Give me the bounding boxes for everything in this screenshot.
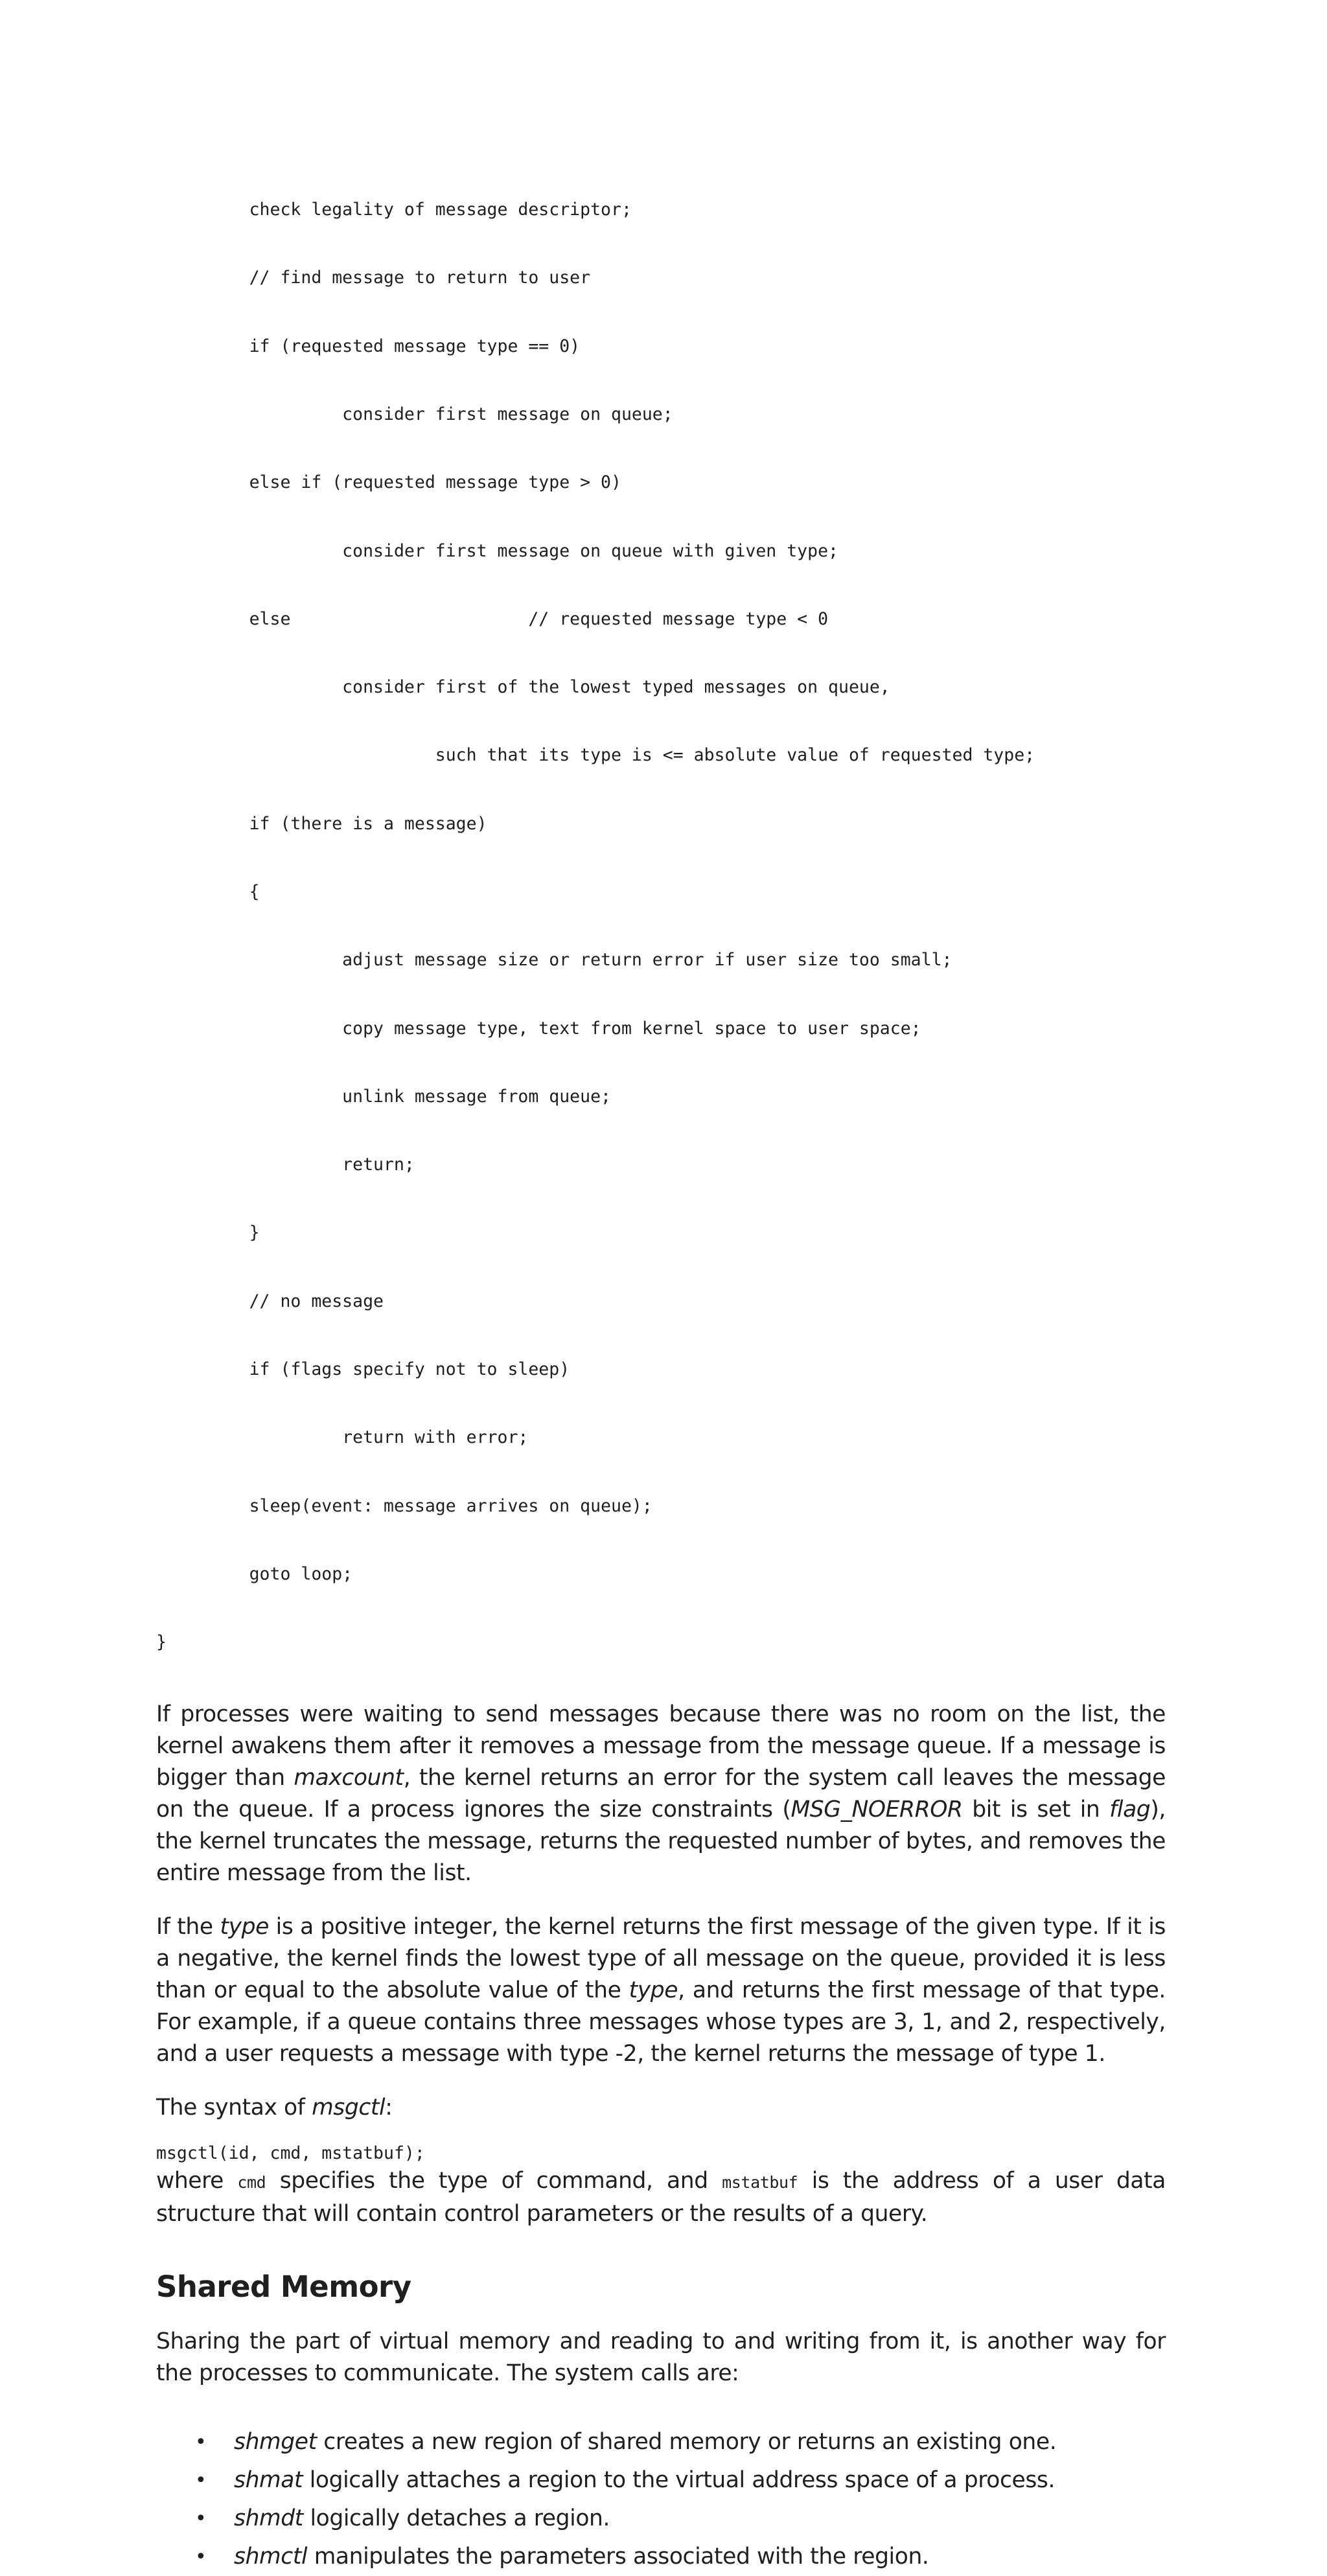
text-run: If processes were waiting to send messages because there was no room on the list, the kernel awakens them after it removes a message from the message queue. If a message is bigger than bbox=[156, 1701, 1166, 1791]
system-calls-list bbox=[156, 2423, 1166, 2576]
term-type: type bbox=[629, 1977, 678, 2004]
code-line: if (requested message type == 0) bbox=[156, 336, 581, 356]
code-line: else if (requested message type > 0) bbox=[156, 472, 621, 493]
term-type: type bbox=[220, 1914, 269, 1940]
text-run: bit is set in bbox=[962, 1797, 1110, 1823]
code-line: if (flags specify not to sleep) bbox=[156, 1359, 570, 1379]
paragraph-message-queue-wakeup bbox=[156, 1699, 1166, 1889]
code-line: { bbox=[156, 882, 260, 902]
code-line: consider first message on queue; bbox=[156, 404, 673, 425]
list-item bbox=[156, 2423, 1166, 2461]
code-line: consider first of the lowest typed messages on queue, bbox=[156, 677, 890, 698]
bullet-icon: • bbox=[195, 2546, 207, 2569]
call-name: shmctl bbox=[234, 2544, 308, 2570]
code-line: // no message bbox=[156, 1291, 384, 1311]
bullet-icon: • bbox=[195, 2507, 207, 2531]
code-line: // find message to return to user bbox=[156, 268, 591, 288]
code-line: return; bbox=[156, 1155, 415, 1175]
section-heading-shared-memory: Shared Memory bbox=[156, 2270, 411, 2305]
code-line: } bbox=[156, 1632, 167, 1653]
algorithm-code-block bbox=[156, 153, 1166, 1699]
code-cmd: cmd bbox=[237, 2173, 266, 2192]
paragraph-message-type bbox=[156, 1911, 1166, 2070]
text-run: , and returns the first message of that type. For example, if a queue contains three messages whose types are 3, 1, and 2, respectively, and a user requests a message with type -2, the kernel returns the message of type 1. bbox=[156, 1977, 1166, 2067]
text-run: : bbox=[385, 2095, 393, 2121]
text-run: If the bbox=[156, 1914, 220, 1940]
call-description: logically detaches a region. bbox=[303, 2505, 610, 2532]
term-msgctl: msgctl bbox=[312, 2095, 386, 2121]
paragraph-msgctl-syntax-intro bbox=[156, 2092, 1166, 2124]
code-line: if (there is a message) bbox=[156, 813, 487, 834]
code-line: check legality of message descriptor; bbox=[156, 200, 632, 220]
code-line: return with error; bbox=[156, 1427, 529, 1448]
code-line: such that its type is <= absolute value of requested type; bbox=[156, 745, 1035, 766]
code-line: consider first message on queue with given type; bbox=[156, 540, 838, 561]
paragraph-shared-memory-intro: Sharing the part of virtual memory and reading to and writing from it, is another way for the processes to communicate. The system calls are: bbox=[156, 2329, 1166, 2387]
code-mstatbuf: mstatbuf bbox=[722, 2173, 798, 2192]
term-msg-noerror: MSG_NOERROR bbox=[790, 1797, 963, 1823]
term-flag: flag bbox=[1109, 1797, 1151, 1823]
call-name: shmdt bbox=[234, 2505, 303, 2532]
code-line: else // requested message type < 0 bbox=[156, 608, 829, 629]
text-run: is a positive integer, the kernel returns the first message of the given type. If it is a negative, the kernel finds the lowest type of all message on the queue, provided it is less than or equal to the absolute value of the bbox=[156, 1914, 1166, 2004]
call-description: manipulates the parameters associated with the region. bbox=[307, 2544, 929, 2570]
term-maxcount: maxcount bbox=[294, 1765, 404, 1791]
paragraph-msgctl-params bbox=[156, 2165, 1166, 2230]
list-item bbox=[156, 2461, 1166, 2500]
text-run: where bbox=[156, 2168, 238, 2194]
list-item bbox=[156, 2500, 1166, 2538]
text-run: specifies the type of command, and bbox=[266, 2168, 722, 2194]
code-line: adjust message size or return error if user size too small; bbox=[156, 950, 952, 971]
text-run: ), the kernel truncates the message, returns the requested number of bytes, and removes the entire message from the list. bbox=[156, 1797, 1166, 1887]
code-line: copy message type, text from kernel space to user space; bbox=[156, 1018, 921, 1039]
bullet-icon: • bbox=[195, 2431, 207, 2454]
text-run: The syntax of bbox=[156, 2095, 312, 2121]
text-run: , the kernel returns an error for the system call leaves the message on the queue. If a process ignores the size constraints ( bbox=[156, 1765, 1166, 1823]
call-description: logically attaches a region to the virtual address space of a process. bbox=[303, 2467, 1056, 2494]
call-description: creates a new region of shared memory or returns an existing one. bbox=[316, 2429, 1057, 2455]
code-line: sleep(event: message arrives on queue); bbox=[156, 1495, 652, 1516]
bullet-icon: • bbox=[195, 2469, 207, 2492]
call-name: shmat bbox=[234, 2467, 303, 2494]
call-name: shmget bbox=[234, 2429, 317, 2455]
text-run: is the address of a user data structure that will contain control parameters or the results of a query. bbox=[156, 2168, 1166, 2227]
code-line: } bbox=[156, 1223, 260, 1243]
code-line: goto loop; bbox=[156, 1563, 353, 1584]
list-item bbox=[156, 2538, 1166, 2576]
code-line: unlink message from queue; bbox=[156, 1086, 611, 1107]
document-page bbox=[156, 153, 1166, 2576]
msgctl-syntax-code: msgctl(id, cmd, mstatbuf); bbox=[156, 2143, 425, 2164]
